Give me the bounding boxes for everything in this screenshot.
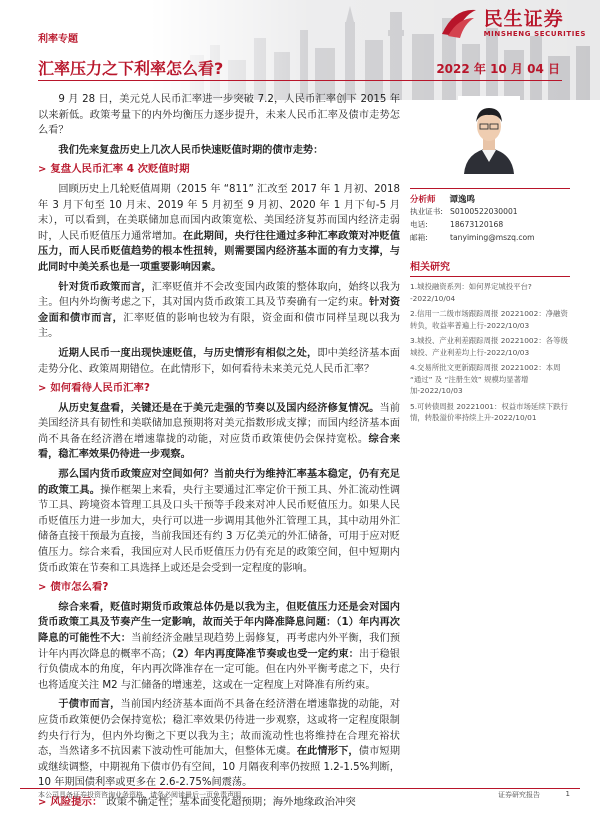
bond-lead: 针对资金面和债市而言， [38,297,401,324]
subheading-review-text: 复盘人民币汇率 4 次贬值时期 [50,163,190,176]
paragraph-rate-cuts [38,600,400,694]
rrr-cut-lead: （2）年内再度降准节奏或也受一定约束： [171,648,359,660]
bond-market-lead2: 在此情形下， [296,746,359,758]
analyst-phone-row [410,218,570,231]
footer-disclaimer: 本公司具备证券投资咨询业务资格，请务必阅读最后一页免责声明 [38,791,241,799]
related-research-item[interactable]: 5.可转债周报 20221001：权益市场延续下跌行情，转股溢价率持续上升-2022/10/01 [410,401,568,422]
chevron-right-icon: > [38,796,47,808]
chevron-right-icon: > [38,164,47,176]
analyst-email-row [410,231,570,244]
bond-text: 汇率贬值的影响也较为有限，资金面和债市同样呈现以我为主。 [38,312,401,340]
analyst-header [410,188,570,205]
analyst-role: 分析师 [410,195,436,205]
bond-market-text2: 债市短期或继续调整，中期视角下债市仍有空间，10 月隔夜利率仍按照 1.2-1.5%判断，10 年期国债利率或更多在 2.6-2.75%间震荡。 [38,746,401,789]
chevron-right-icon: > [38,383,47,395]
recent-text: 即中美经济基本面走势分化、政策周期错位。在此情形下，如何看待未来美元兑人民币汇率？ [38,347,400,375]
paragraph-fx-view [38,401,400,463]
report-header [0,0,600,100]
history-text: 回顾历史上几轮贬值周期（2015 年 “811” 汇改至 2017 年 1 月初、2018 年 3 月下旬至 10 月末、2019 年 5 月初至 9 月初、2020 年 1 月下旬-5 月末），可以看到，在美联储加息而国内政策宽松、美国经济复苏而国内经济走弱时，人民币贬值压力通常增加。 [38,183,400,242]
cert-value: S0100522030001 [450,207,518,216]
monetary-lead: 针对货币政策而言， [58,281,152,293]
report-body [38,92,400,815]
recent-lead: 近期人民币一度出现快速贬值，与历史情形有相似之处， [58,347,318,359]
paragraph-policy-space [38,467,400,576]
paragraph-history [38,182,400,276]
monetary-text: 汇率贬值并不会改变国内政策的整体取向，始终以我为主。但内外均衡考虑之下，其对国内货币政策工具及节奏确有一定约束。 [38,281,401,309]
subheading-bond [38,580,400,596]
paragraph-intro [38,92,400,139]
related-research-title: 相关研究 [410,258,570,277]
report-date: 2022 年 10 月 04 日 [436,62,560,76]
risk-label: 风险提示： [50,795,103,808]
chevron-right-icon: > [38,582,47,594]
logo-mark-icon [440,6,478,40]
related-research-item[interactable]: 3.城投、产业利差跟踪周报 20221002：各等级城投、产业利差均上行-2022/10/03 [410,336,568,357]
analyst-cert-row [410,205,570,218]
intro-text: 9 月 28 日，美元兑人民币汇率进一步突破 7.2，人民币汇率创下 2015 年以来新低。政策考量下的内外均衡压力逐步提升，未来人民币汇率及债市走势怎么看？ [38,94,400,137]
related-research-item[interactable]: 1.城投融资系列：如何界定城投平台? -2022/10/04 [410,282,532,303]
footer-divider [20,788,580,789]
cert-label: 执业证书: [410,207,443,216]
subheading-review [38,162,400,178]
subheading-fx-text: 如何看待人民币汇率? [50,382,150,395]
fx-view-text: 当前美国经济具有韧性和美联储加息预期将对美元指数形成支撑；而国内经济基本面尚不具备在经济潜在增速靠拢的动能，对应货币政策使仍会保持宽松。 [38,402,400,445]
analyst-name: 谭逸鸣 [449,195,476,205]
report-title: 汇率压力之下利率怎么看? [38,59,224,78]
section-tag: 利率专题 [38,34,78,45]
logo-text-cn: 民生证券 [483,8,564,30]
policy-space-text: 操作框架上来看，央行主要通过汇率定价干预工具、外汇流动性调节工具、跨境资本管理工具及口头干预等手段来对冲人民币贬值压力。如果人民币贬值压力进一步加大，央行可以进一步调用其他外汇管理工具，其中动用外汇储备直接干预最为直接，当前我国还有约 3 万亿美元的外汇储备，可用于应对贬值压力。综合来看，我国应对人民币贬值压力仍有充足的政策空间，但中短期内货币政策在节奏和工具选择上或还是会受到一定程度的影响。 [38,484,401,574]
phone-label: 电话: [410,220,428,229]
rate-cuts-lead: 综合来看，贬值时期货币政策总体仍是以我为主，但贬值压力还是会对国内货币政策工具及节奏产生一定影响，故而关于年内降准降息问题：（1）年内再次降息的可能性不大： [38,601,400,644]
review-lead-text: 我们先来复盘历史上几次人民币快速贬值时期的债市走势： [58,144,324,156]
paragraph-recent [38,346,400,377]
related-research-item[interactable]: 4.交易所批文更新跟踪周报 20221002：本周 “通过” 及 “注册生效” 规模均显著增加-2022/10/03 [410,363,561,395]
logo-text-en: MINSHENG SECURITIES [483,30,586,38]
history-bold-text: 在此期间，央行往往通过多种汇率政策对冲贬值压力，而人民币贬值趋势的根本性扭转，则需要国内经济基本面的有力支撑，与此同时中美关系也是一项重要影响因素。 [38,230,401,273]
company-logo [440,6,586,40]
bond-market-lead: 于债市而言， [58,699,121,711]
paragraph-bond-market [38,697,400,791]
rrr-cut-text: 出于稳银行负债成本的角度，年内再次降准存在一定可能。但在内外平衡考虑之下，央行也将适度关注 M2 与汇储备的增速差，这或在一定程度上对降准有所约束。 [38,648,400,691]
rate-cuts-text: 当前经济金融呈现趋势上弱修复，再考虑内外平衡，我们预计年内再次降息的概率不高； [38,633,401,660]
report-sidebar [410,92,570,424]
footer-doc-type: 证券研究报告 [498,791,540,799]
risk-text: 政策不确定性；基本面变化超预期；海外地缘政治冲突 [106,795,356,808]
policy-space-lead: 那么国内货币政策应对空间如何？当前央行为维持汇率基本稳定，仍有充足的政策工具。 [38,469,400,496]
phone-value: 18673120168 [450,220,504,229]
fx-view-lead: 从历史复盘看，关键还是在于美元走强的节奏以及国内经济修复情况。 [58,402,380,414]
email-value[interactable]: tanyiming@mszq.com [450,233,535,242]
email-label: 邮箱: [410,233,428,242]
paragraph-review-lead [38,143,400,159]
fx-view-conclusion: 综合来看，稳汇率效果仍待进一步观察。 [38,433,401,461]
subheading-fx [38,381,400,397]
analyst-photo [458,96,520,174]
paragraph-monetary [38,280,400,342]
related-research-item[interactable]: 2.信用一二级市场跟踪周报 20221002：净融资转负，收益率普遍上行-2022/10/03 [410,309,568,330]
title-divider [38,80,562,81]
subheading-bond-text: 债市怎么看? [50,581,109,594]
bond-market-text: 当前国内经济基本面尚不具备在经济潜在增速靠拢的动能，对应货币政策便仍会保持宽松；稳汇率效果仍待进一步观察，这或将一定程度限制约央行行为，但内外均衡之下更以我为主；故而流动性也将维持在合理充裕状态，当然诸多不抗因素下波动性可能加大，但整体无虞。 [38,699,401,758]
page-number: 1 [565,790,570,798]
